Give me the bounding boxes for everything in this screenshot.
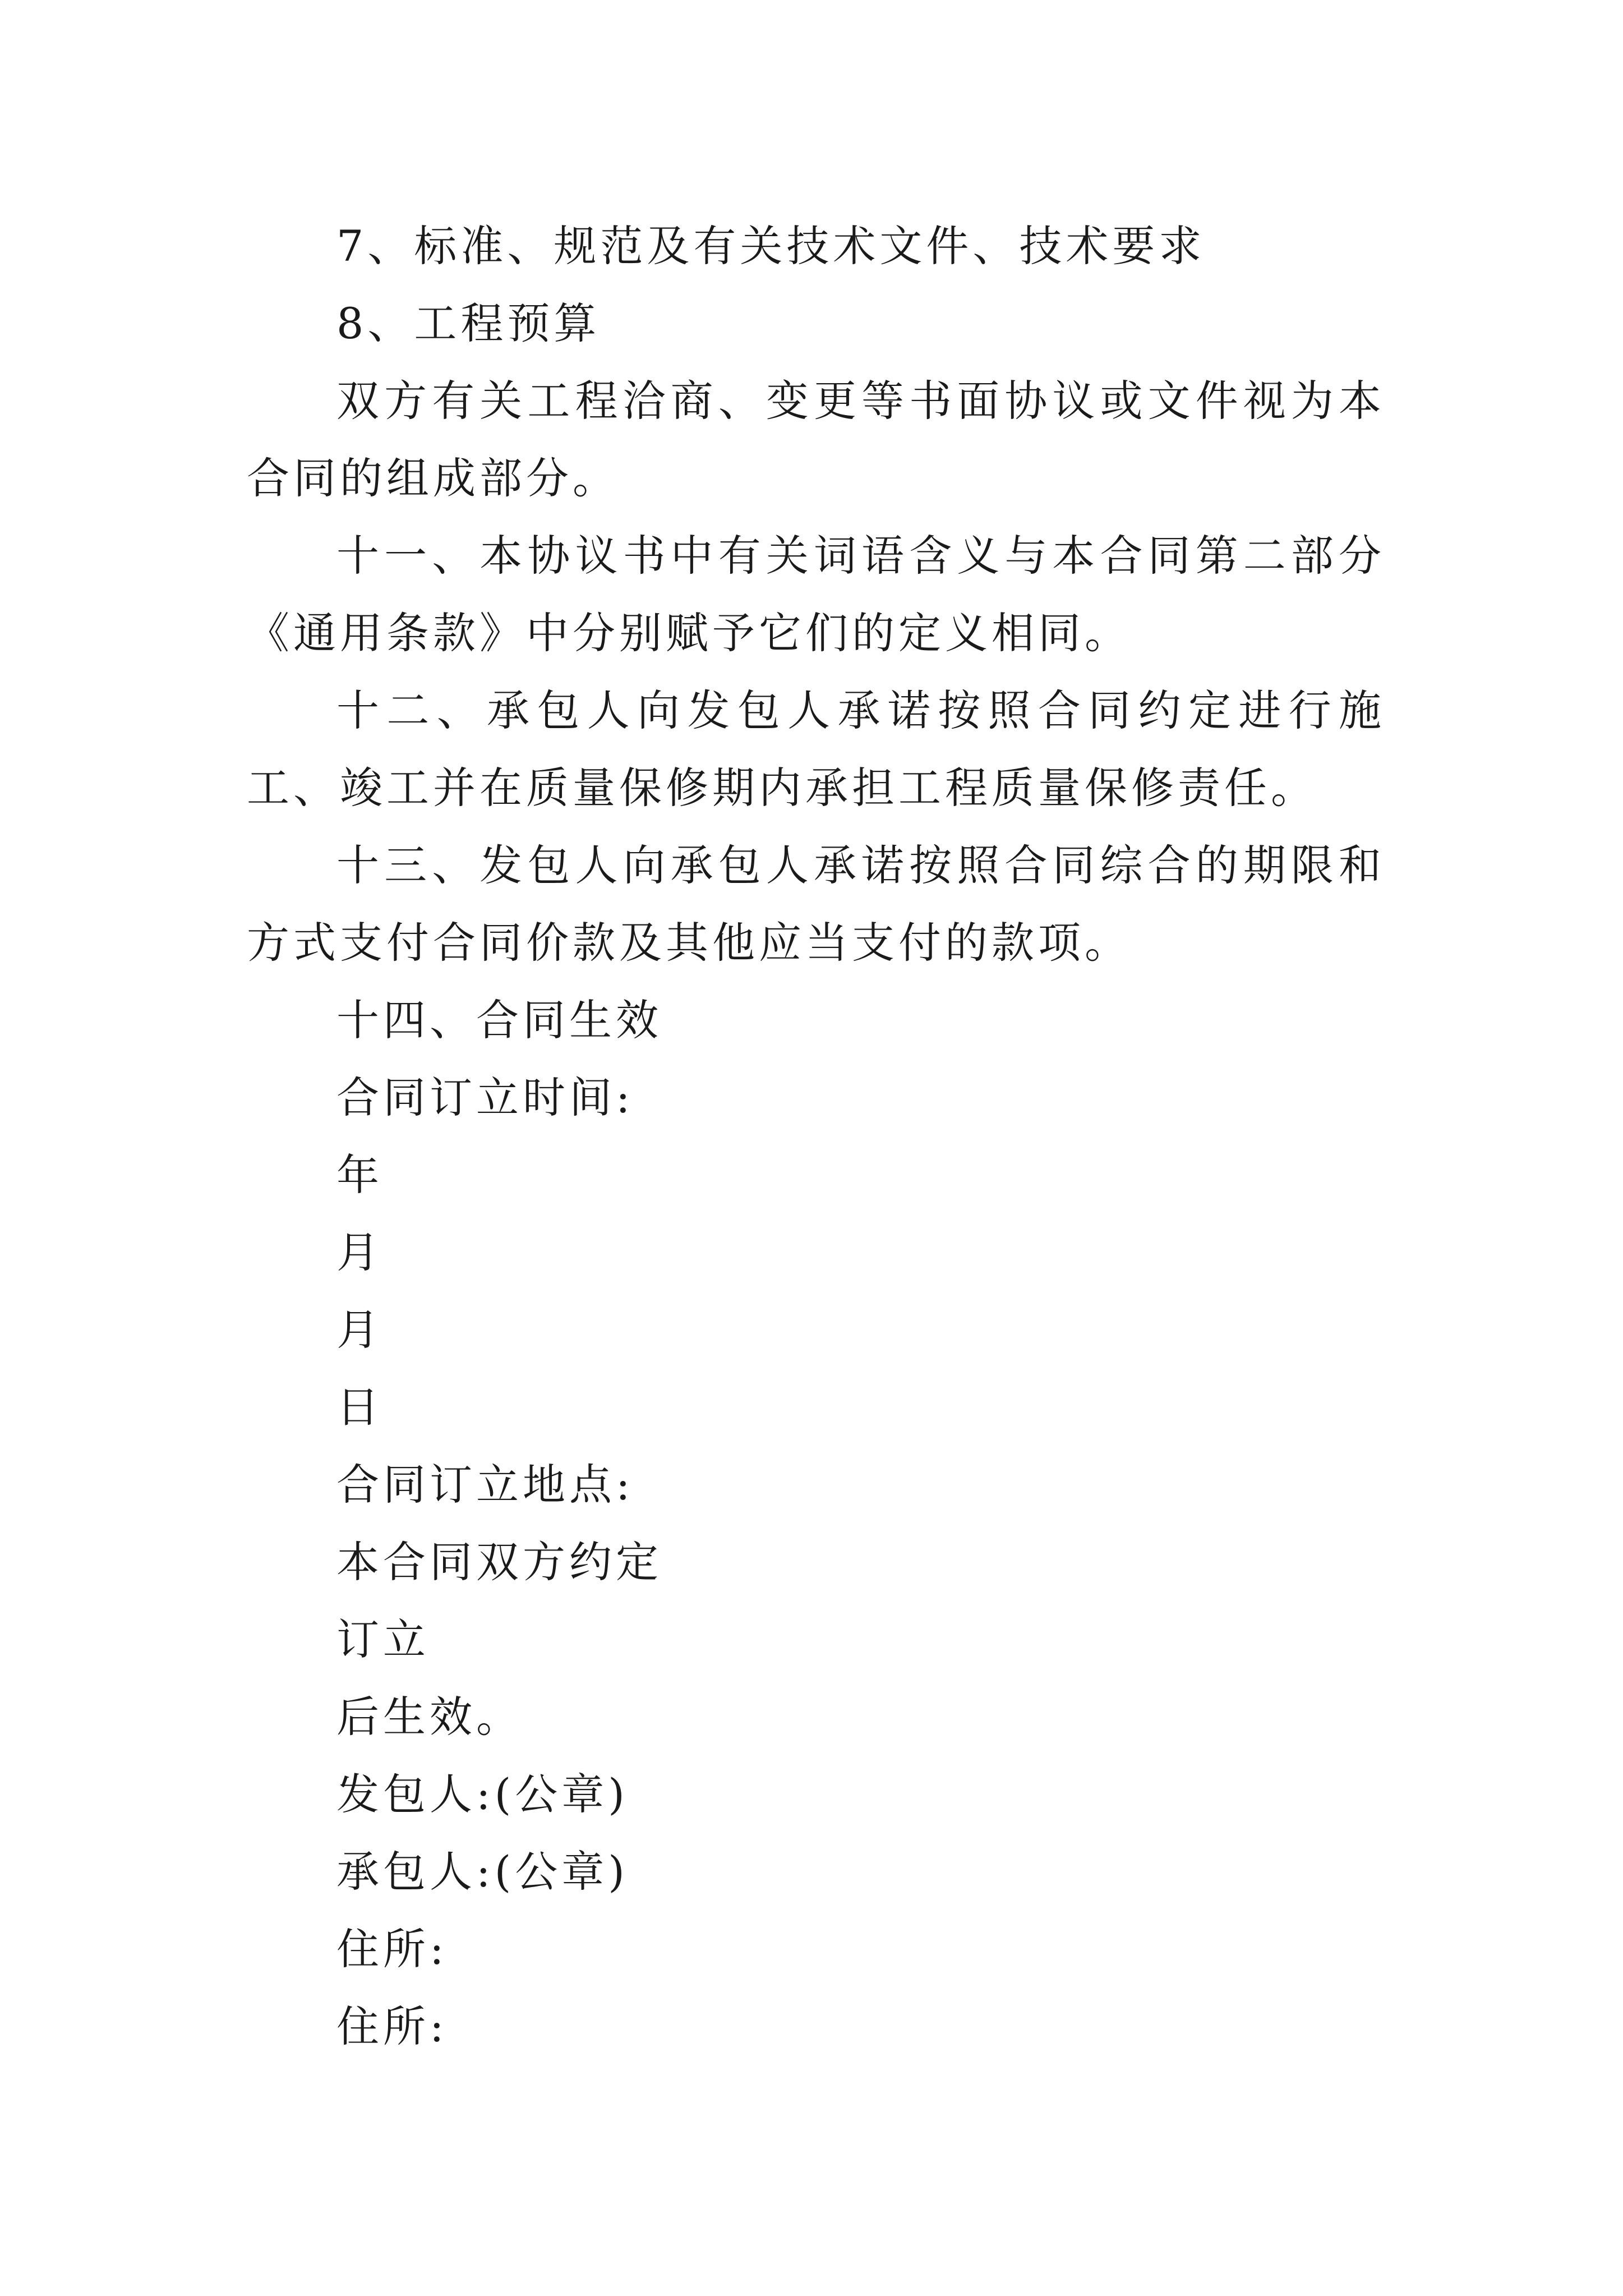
paragraph-negotiation-documents: 双方有关工程洽商、变更等书面协议或文件视为本合同的组成部分。 [247, 376, 1385, 503]
employer-seal-label: 发包人:(公章) [336, 1769, 629, 1819]
signing-time-label: 合同订立时间: [336, 1073, 634, 1122]
month-label-2: 月 [336, 1305, 383, 1355]
agreement-text-3: 后生效。 [336, 1692, 523, 1742]
address-label-contractor: 住所: [336, 2001, 448, 2051]
clause-12-contractor-commitment: 十二、承包人向发包人承诺按照合同约定进行施工、竣工并在质量保修期内承担工程质量保修责任。 [247, 685, 1385, 813]
document-body [247, 208, 1385, 2065]
month-label: 月 [336, 1227, 383, 1277]
address-label-employer: 住所: [336, 1924, 448, 1974]
clause-14-effectiveness: 十四、合同生效 [336, 995, 662, 1045]
clause-13-employer-commitment: 十三、发包人向承包人承诺按照合同综合的期限和方式支付合同价款及其他应当支付的款项。 [247, 840, 1385, 968]
contractor-seal-label: 承包人:(公章) [336, 1847, 629, 1897]
day-label: 日 [336, 1382, 383, 1432]
clause-11-definitions: 十一、本协议书中有关词语含义与本合同第二部分《通用条款》中分别赋予它们的定义相同。 [247, 531, 1385, 658]
item-8-budget: 8、工程预算 [336, 298, 601, 348]
item-7-standards: 7、标准、规范及有关技术文件、技术要求 [336, 221, 1206, 271]
agreement-text-2: 订立 [336, 1614, 430, 1664]
agreement-text-1: 本合同双方约定 [336, 1537, 662, 1587]
signing-place-label: 合同订立地点: [336, 1460, 634, 1510]
year-label: 年 [336, 1150, 383, 1200]
